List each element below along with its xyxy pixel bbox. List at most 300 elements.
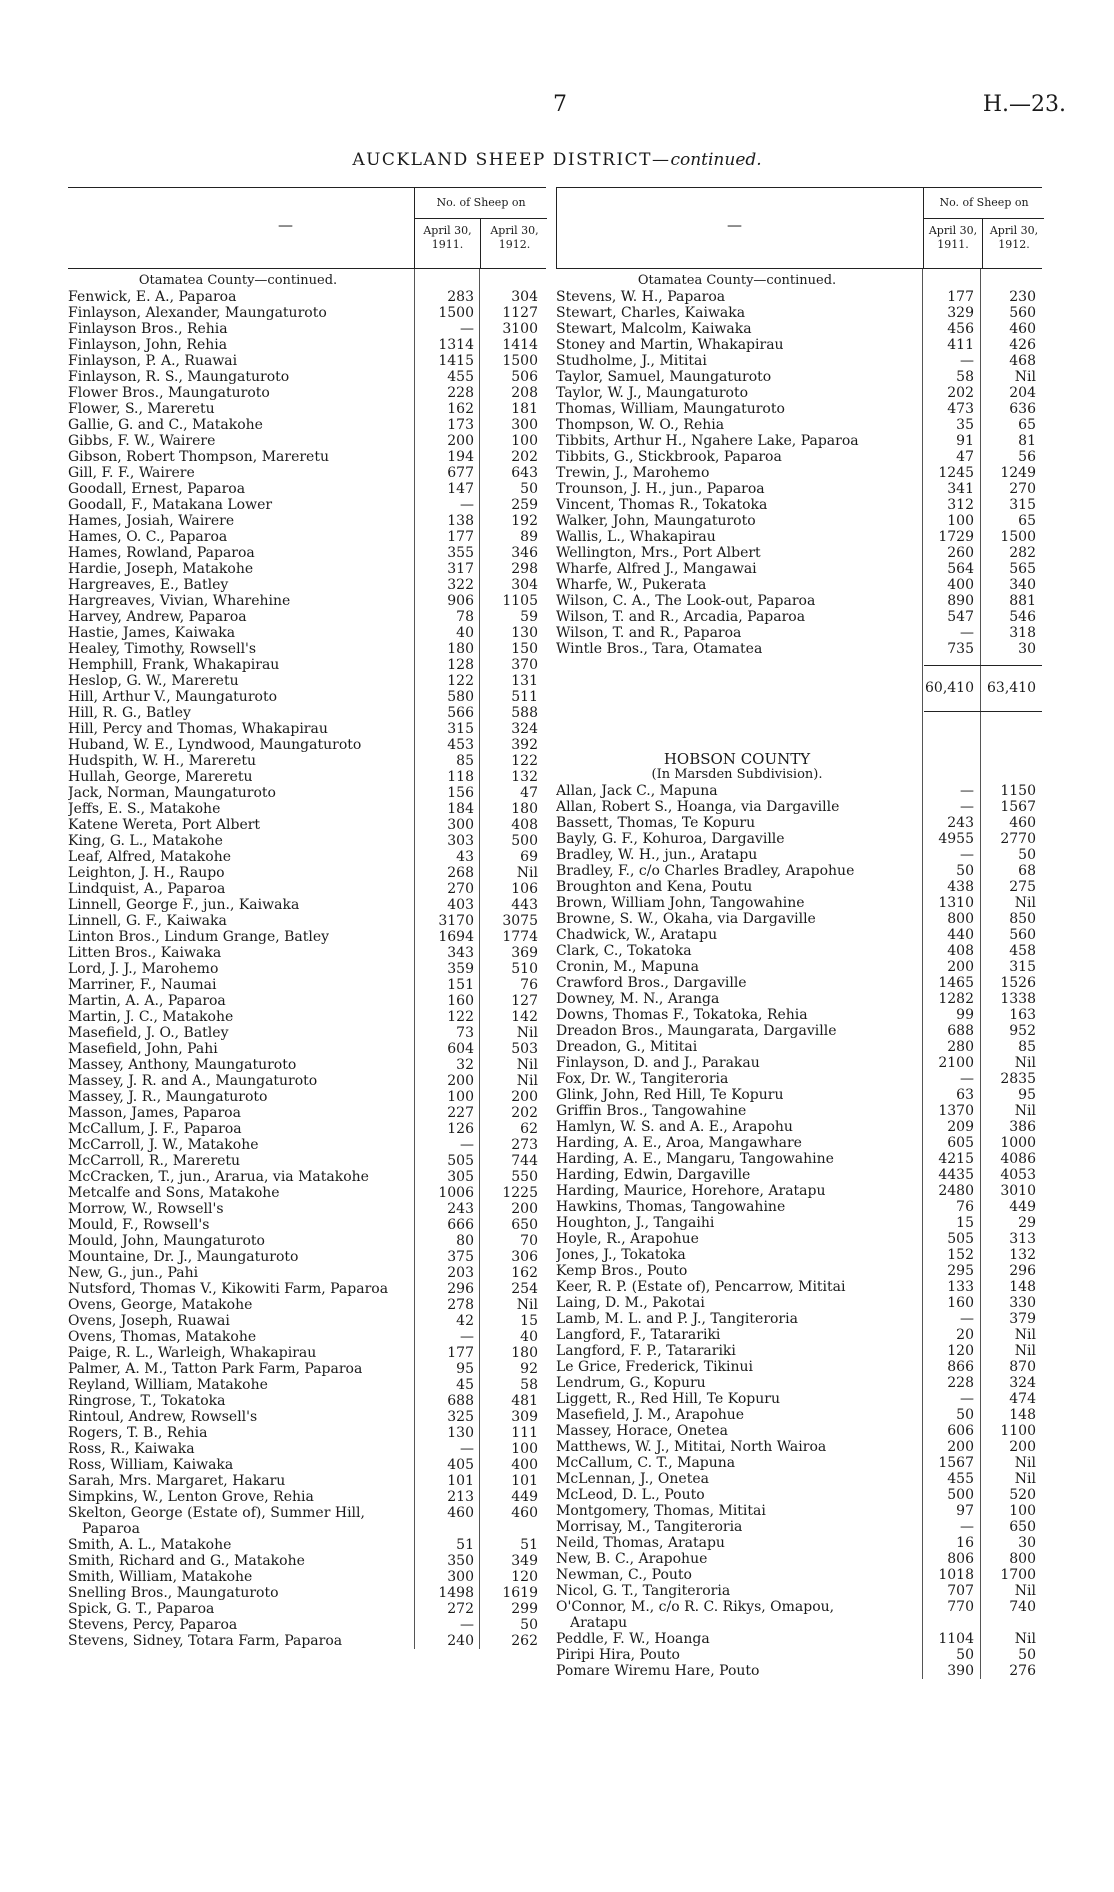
owner-name: Hardie, Joseph, Matakohe <box>68 561 254 577</box>
sheep-1912: 1105 <box>502 593 538 609</box>
table-row <box>556 831 1042 847</box>
owner-name: Stewart, Malcolm, Kaiwaka <box>556 321 752 337</box>
sheep-1911: 1310 <box>938 895 974 911</box>
sheep-1912: 379 <box>1009 1311 1036 1327</box>
header-year-1912: April 30, 1912. <box>982 218 1045 268</box>
table-row <box>68 1361 546 1377</box>
table-row <box>556 561 1042 577</box>
table-row <box>556 1103 1042 1119</box>
sheep-1912: 122 <box>511 753 538 769</box>
sheep-1911: 130 <box>447 1425 474 1441</box>
header-no-of-sheep: No. of Sheep on <box>415 188 547 219</box>
table-row <box>556 1231 1042 1247</box>
sheep-1911: — <box>460 1137 474 1153</box>
sheep-1911: 806 <box>947 1551 974 1567</box>
sheep-1911: 177 <box>447 529 474 545</box>
sheep-1912: 56 <box>1018 449 1036 465</box>
sheep-1911: 194 <box>447 449 474 465</box>
table-header <box>556 187 1042 269</box>
owner-name: Marriner, F., Naumai <box>68 977 217 993</box>
sheep-1912: Nil <box>516 865 538 881</box>
table-row <box>68 881 546 897</box>
sheep-1911: 100 <box>947 513 974 529</box>
table-row <box>68 1633 546 1649</box>
sheep-1911: 295 <box>947 1263 974 1279</box>
sheep-1912: 952 <box>1009 1023 1036 1039</box>
table-row <box>556 1551 1042 1567</box>
owner-name: Rintoul, Andrew, Rowsell's <box>68 1409 258 1425</box>
owner-name: Finlayson, John, Rehia <box>68 337 228 353</box>
table-row <box>68 1057 546 1073</box>
sheep-1912: Nil <box>1014 1455 1036 1471</box>
owner-name: Thompson, W. O., Rehia <box>556 417 725 433</box>
table-row <box>68 1441 546 1457</box>
owner-name: Piripi Hira, Pouto <box>556 1647 680 1663</box>
table-row <box>556 417 1042 433</box>
owner-name: Hudspith, W. H., Mareretu <box>68 753 257 769</box>
right-column <box>556 187 1042 1679</box>
table-row <box>556 1007 1042 1023</box>
sheep-1911: 438 <box>947 879 974 895</box>
table-row <box>68 465 546 481</box>
sheep-1911: 122 <box>447 1009 474 1025</box>
sheep-1911: 32 <box>456 1057 474 1073</box>
sheep-1911: 47 <box>956 449 974 465</box>
section-heading <box>556 273 1042 289</box>
owner-name: Trounson, J. H., jun., Paparoa <box>556 481 765 497</box>
owner-name: Hames, Josiah, Wairere <box>68 513 235 529</box>
sheep-count-header <box>414 188 547 268</box>
sheep-1911: 180 <box>447 641 474 657</box>
sheep-1912: 408 <box>511 817 538 833</box>
sheep-1912: 262 <box>511 1633 538 1649</box>
sheep-1912: 3010 <box>1000 1183 1036 1199</box>
header-year-1911: April 30, 1911. <box>928 224 978 251</box>
sheep-1912: 132 <box>1009 1247 1036 1263</box>
owner-name: Walker, John, Maungaturoto <box>556 513 756 529</box>
owner-name: Otamatea County—continued. <box>138 273 338 288</box>
owner-name: Matthews, W. J., Mititai, North Wairoa <box>556 1439 827 1455</box>
sheep-1911: 228 <box>947 1375 974 1391</box>
sheep-1912: 192 <box>511 513 538 529</box>
sheep-1911: 312 <box>947 497 974 513</box>
sheep-1911: 128 <box>447 657 474 673</box>
sheep-1911: 156 <box>447 785 474 801</box>
sheep-1911: 120 <box>947 1343 974 1359</box>
sheep-1912: 100 <box>511 433 538 449</box>
owner-name: Massey, Horace, Onetea <box>556 1423 729 1439</box>
sheep-1911: 300 <box>447 1569 474 1585</box>
sheep-1911: 1500 <box>438 305 474 321</box>
spacer <box>556 719 1042 735</box>
owner-name: Massey, J. R. and A., Maungaturoto <box>68 1073 318 1089</box>
sheep-1911: 343 <box>447 945 474 961</box>
owner-name: McLennan, J., Onetea <box>556 1471 709 1487</box>
sheep-1912: 740 <box>1009 1599 1036 1615</box>
sheep-count-header <box>923 188 1044 268</box>
owner-name: Masson, James, Paparoa <box>68 1105 241 1121</box>
sheep-1911: 350 <box>447 1553 474 1569</box>
sheep-1912: 29 <box>1018 1215 1036 1231</box>
sheep-1911: 890 <box>947 593 974 609</box>
sheep-1912: 68 <box>1018 863 1036 879</box>
table-row <box>556 1583 1042 1599</box>
table-row <box>68 849 546 865</box>
table-row <box>68 609 546 625</box>
sheep-1912: 100 <box>511 1441 538 1457</box>
sheep-1911: 3170 <box>438 913 474 929</box>
table-row <box>556 895 1042 911</box>
sheep-1912: 62 <box>520 1121 538 1137</box>
table-row <box>556 783 1042 799</box>
table-row <box>556 1327 1042 1343</box>
sheep-1912: 650 <box>1009 1519 1036 1535</box>
sheep-1912: 650 <box>511 1217 538 1233</box>
sheep-1912: 51 <box>520 1537 538 1553</box>
sheep-1912: Nil <box>516 1297 538 1313</box>
sheep-1912: 148 <box>1009 1279 1036 1295</box>
table-row <box>68 1201 546 1217</box>
sheep-1911: 1567 <box>938 1455 974 1471</box>
owner-name: Mountaine, Dr. J., Maungaturoto <box>68 1249 299 1265</box>
sheep-1911: 152 <box>947 1247 974 1263</box>
sheep-1912: 315 <box>1009 497 1036 513</box>
table-row <box>556 1647 1042 1663</box>
owner-name: Finlayson, Alexander, Maungaturoto <box>68 305 327 321</box>
owner-name: McCarroll, R., Mareretu <box>68 1153 241 1169</box>
table-row <box>556 1087 1042 1103</box>
sheep-1912: 340 <box>1009 577 1036 593</box>
table-row <box>68 1393 546 1409</box>
sheep-1912: 70 <box>520 1233 538 1249</box>
table-row <box>68 513 546 529</box>
owner-name: Houghton, J., Tangaihi <box>556 1215 715 1231</box>
sheep-1912: 65 <box>1018 513 1036 529</box>
owner-name: Massey, J. R., Maungaturoto <box>68 1089 268 1105</box>
sheep-1912: 100 <box>1009 1503 1036 1519</box>
sheep-1912: 131 <box>511 673 538 689</box>
table-row <box>68 1617 546 1633</box>
sheep-1912: 202 <box>511 1105 538 1121</box>
table-row <box>556 1503 1042 1519</box>
owner-name: Newman, C., Pouto <box>556 1567 692 1583</box>
sheep-1912: 426 <box>1009 337 1036 353</box>
table-row <box>68 433 546 449</box>
owner-name: Harding, A. E., Aroa, Mangawhare <box>556 1135 802 1151</box>
sheep-1912: 324 <box>1009 1375 1036 1391</box>
sheep-1911: 45 <box>456 1377 474 1393</box>
sheep-1911: 243 <box>447 1201 474 1217</box>
owner-name: Masefield, J. M., Arapohue <box>556 1407 745 1423</box>
owner-name: Wilson, C. A., The Look-out, Paparoa <box>556 593 816 609</box>
sheep-1911: 1415 <box>438 353 474 369</box>
table-row <box>556 1535 1042 1551</box>
table-row <box>68 705 546 721</box>
table-row <box>68 1249 546 1265</box>
sheep-1912: 506 <box>511 369 538 385</box>
owner-name: Griffin Bros., Tangowahine <box>556 1103 747 1119</box>
sheep-1912: 881 <box>1009 593 1036 609</box>
owner-name: Taylor, Samuel, Maungaturoto <box>556 369 772 385</box>
header-dash: — <box>727 216 742 234</box>
owner-name: Dreadon Bros., Maungarata, Dargaville <box>556 1023 837 1039</box>
table-row <box>556 1615 1042 1631</box>
sheep-1912: Nil <box>1014 1343 1036 1359</box>
sheep-1912: 850 <box>1009 911 1036 927</box>
sheep-1912: 181 <box>511 401 538 417</box>
sheep-1912: Nil <box>1014 1631 1036 1647</box>
sheep-1912: 315 <box>1009 959 1036 975</box>
owner-name: McCracken, T., jun., Ararua, via Matakohe <box>68 1169 369 1185</box>
sheep-1912: 330 <box>1009 1295 1036 1311</box>
owner-name: Hemphill, Frank, Whakapirau <box>68 657 280 673</box>
sheep-1912: 273 <box>511 1137 538 1153</box>
table-row <box>556 1631 1042 1647</box>
sheep-1912: 744 <box>511 1153 538 1169</box>
sheep-1911: 50 <box>956 1647 974 1663</box>
owner-name: Ovens, George, Matakohe <box>68 1297 253 1313</box>
owner-name: Harvey, Andrew, Paparoa <box>68 609 247 625</box>
owner-name: Jones, J., Tokatoka <box>556 1247 686 1263</box>
sheep-1912: 59 <box>520 609 538 625</box>
sheep-1912: 304 <box>511 289 538 305</box>
sheep-1911: — <box>960 353 974 369</box>
sheep-1912: 254 <box>511 1281 538 1297</box>
sheep-1911: — <box>960 1311 974 1327</box>
sheep-1911: 240 <box>447 1633 474 1649</box>
sheep-1912: 3075 <box>502 913 538 929</box>
header-no-of-sheep: No. of Sheep on <box>924 188 1044 219</box>
sheep-1911: 1314 <box>438 337 474 353</box>
sheep-1912: 870 <box>1009 1359 1036 1375</box>
owner-name: Montgomery, Thomas, Mititai <box>556 1503 766 1519</box>
sheep-1912: 127 <box>511 993 538 1009</box>
sheep-1912: 1100 <box>1000 1423 1036 1439</box>
sheep-1912: 81 <box>1018 433 1036 449</box>
sheep-1911: 138 <box>447 513 474 529</box>
sheep-1911: 15 <box>956 1215 974 1231</box>
sheep-1911: 40 <box>456 625 474 641</box>
sheep-1912: 299 <box>511 1601 538 1617</box>
owner-name: Stoney and Martin, Whakapirau <box>556 337 784 353</box>
table-row <box>556 799 1042 815</box>
table-row <box>556 1375 1042 1391</box>
table-row <box>556 1119 1042 1135</box>
owner-name: Hill, R. G., Batley <box>68 705 191 721</box>
table-row <box>68 769 546 785</box>
owner-name: Simpkins, W., Lenton Grove, Rehia <box>68 1489 314 1505</box>
owner-name: Gallie, G. and C., Matakohe <box>68 417 263 433</box>
sheep-1911: 76 <box>956 1199 974 1215</box>
table-row <box>68 833 546 849</box>
sheep-1911: 50 <box>956 863 974 879</box>
owner-name: Katene Wereta, Port Albert <box>68 817 261 833</box>
owner-name: (In Marsden Subdivision). <box>651 767 823 782</box>
sheep-1911: 20 <box>956 1327 974 1343</box>
sheep-1912: 1127 <box>502 305 538 321</box>
sheep-1912: 150 <box>511 641 538 657</box>
owner-name: Ringrose, T., Tokatoka <box>68 1393 226 1409</box>
table-row <box>556 401 1042 417</box>
sheep-1912: 69 <box>520 849 538 865</box>
sheep-1912: 275 <box>1009 879 1036 895</box>
owner-name: New, G., jun., Pahi <box>68 1265 199 1281</box>
table-row <box>556 1199 1042 1215</box>
table-row <box>556 1247 1042 1263</box>
table-row <box>68 1489 546 1505</box>
sheep-1911: 341 <box>947 481 974 497</box>
table-row <box>556 529 1042 545</box>
sheep-1912: 1619 <box>502 1585 538 1601</box>
sheep-1911: 688 <box>947 1023 974 1039</box>
sheep-1912: 400 <box>511 1457 538 1473</box>
owner-name: Stevens, Percy, Paparoa <box>68 1617 238 1633</box>
table-row <box>68 1185 546 1201</box>
table-row <box>68 545 546 561</box>
table-row <box>556 497 1042 513</box>
left-column <box>68 187 546 1649</box>
table-row <box>556 305 1042 321</box>
sheep-1912: 230 <box>1009 289 1036 305</box>
owner-name: Gibbs, F. W., Wairere <box>68 433 216 449</box>
sheep-1912: 259 <box>511 497 538 513</box>
sheep-1912: 2770 <box>1000 831 1036 847</box>
sheep-1911: — <box>460 1329 474 1345</box>
table-header <box>68 187 546 269</box>
sheep-1912: 65 <box>1018 417 1036 433</box>
table-row <box>556 481 1042 497</box>
sheep-1912: 1500 <box>1000 529 1036 545</box>
sheep-1912: 346 <box>511 545 538 561</box>
owner-name: Browne, S. W., Okaha, via Dargaville <box>556 911 816 927</box>
sheep-1911: 500 <box>947 1487 974 1503</box>
sheep-1911: 50 <box>956 1407 974 1423</box>
sheep-1911: 606 <box>947 1423 974 1439</box>
sheep-1911: 505 <box>947 1231 974 1247</box>
table-row <box>68 401 546 417</box>
sheep-1911: 228 <box>447 385 474 401</box>
sheep-1912: 1225 <box>502 1185 538 1201</box>
owner-name: Hill, Percy and Thomas, Whakapirau <box>68 721 328 737</box>
owner-name: Smith, Richard and G., Matakohe <box>68 1553 305 1569</box>
sheep-1911: 677 <box>447 465 474 481</box>
table-row <box>68 625 546 641</box>
table-row <box>68 1425 546 1441</box>
owner-name: Martin, A. A., Paparoa <box>68 993 226 1009</box>
sheep-1911: 147 <box>447 481 474 497</box>
owner-name: Hames, O. C., Paparoa <box>68 529 228 545</box>
sheep-1912: 300 <box>511 417 538 433</box>
section-heading <box>556 767 1042 783</box>
sheep-1911: 4435 <box>938 1167 974 1183</box>
owner-name: Metcalfe and Sons, Matakohe <box>68 1185 280 1201</box>
owner-name: Finlayson, D. and J., Parakau <box>556 1055 760 1071</box>
sheep-1911: 280 <box>947 1039 974 1055</box>
sheep-1911: 1018 <box>938 1567 974 1583</box>
sheep-1912: 120 <box>511 1569 538 1585</box>
sheep-1911: 60,410 <box>925 680 974 696</box>
owner-name: Spick, G. T., Paparoa <box>68 1601 215 1617</box>
table-row <box>556 991 1042 1007</box>
table-row <box>556 1567 1042 1583</box>
sheep-1911: 270 <box>447 881 474 897</box>
table-row <box>556 1487 1042 1503</box>
table-row <box>68 369 546 385</box>
sheep-1912: Nil <box>516 1073 538 1089</box>
table-row <box>556 1039 1042 1055</box>
sheep-1911: 2480 <box>938 1183 974 1199</box>
owner-name: Ovens, Joseph, Ruawai <box>68 1313 230 1329</box>
table-row <box>68 1297 546 1313</box>
owner-name: Hastie, James, Kaiwaka <box>68 625 236 641</box>
sheep-1912: 276 <box>1009 1663 1036 1679</box>
table-row <box>556 911 1042 927</box>
sheep-1912: 296 <box>1009 1263 1036 1279</box>
sheep-1912: 1700 <box>1000 1567 1036 1583</box>
owner-name: Studholme, J., Mititai <box>556 353 707 369</box>
table-row <box>556 943 1042 959</box>
sheep-1911: 405 <box>447 1457 474 1473</box>
table-row <box>556 1471 1042 1487</box>
sheep-1911: 162 <box>447 401 474 417</box>
sheep-1912: Nil <box>1014 895 1036 911</box>
table-row <box>68 417 546 433</box>
sheep-1912: 324 <box>511 721 538 737</box>
table-row <box>68 1137 546 1153</box>
owner-name: Nutsford, Thomas V., Kikowiti Farm, Paparoa <box>68 1281 389 1297</box>
sheep-1912: 40 <box>520 1329 538 1345</box>
owner-name: McCarroll, J. W., Matakohe <box>68 1137 259 1153</box>
table-row <box>68 913 546 929</box>
table-row <box>556 1263 1042 1279</box>
table-row <box>68 529 546 545</box>
sheep-1911: 375 <box>447 1249 474 1265</box>
owner-name: Bradley, F., c/o Charles Bradley, Arapohue <box>556 863 855 879</box>
sheep-1912: 1249 <box>1000 465 1036 481</box>
sheep-1912: 148 <box>1009 1407 1036 1423</box>
sheep-1911: 202 <box>947 385 974 401</box>
sheep-1911: 97 <box>956 1503 974 1519</box>
sheep-1911: 547 <box>947 609 974 625</box>
sheep-1911: 1729 <box>938 529 974 545</box>
table-row <box>68 1265 546 1281</box>
sheep-1911: 184 <box>447 801 474 817</box>
sheep-1912: Nil <box>1014 1055 1036 1071</box>
sheep-1912: 481 <box>511 1393 538 1409</box>
owner-name: Keer, R. P. (Estate of), Pencarrow, Mititai <box>556 1279 846 1295</box>
table-row <box>68 657 546 673</box>
sheep-1911: 1006 <box>438 1185 474 1201</box>
owner-name: Reyland, William, Matakohe <box>68 1377 268 1393</box>
owner-name: Bassett, Thomas, Te Kopuru <box>556 815 756 831</box>
owner-name: Huband, W. E., Lyndwood, Maungaturoto <box>68 737 362 753</box>
sheep-1911: 260 <box>947 545 974 561</box>
owner-name: Healey, Timothy, Rowsell's <box>68 641 257 657</box>
owner-name: Langford, F. P., Tatarariki <box>556 1343 736 1359</box>
table-row <box>68 353 546 369</box>
sheep-1911: 203 <box>447 1265 474 1281</box>
sheep-1911: 866 <box>947 1359 974 1375</box>
table-row <box>68 1153 546 1169</box>
sheep-1912: 560 <box>1009 927 1036 943</box>
owner-name: Heslop, G. W., Mareretu <box>68 673 239 689</box>
owner-name: Laing, D. M., Pakotai <box>556 1295 705 1311</box>
sheep-1911: 296 <box>447 1281 474 1297</box>
sheep-1911: 1104 <box>938 1631 974 1647</box>
sheep-1911: 73 <box>456 1025 474 1041</box>
sheep-1911: 325 <box>447 1409 474 1425</box>
sheep-1912: 298 <box>511 561 538 577</box>
